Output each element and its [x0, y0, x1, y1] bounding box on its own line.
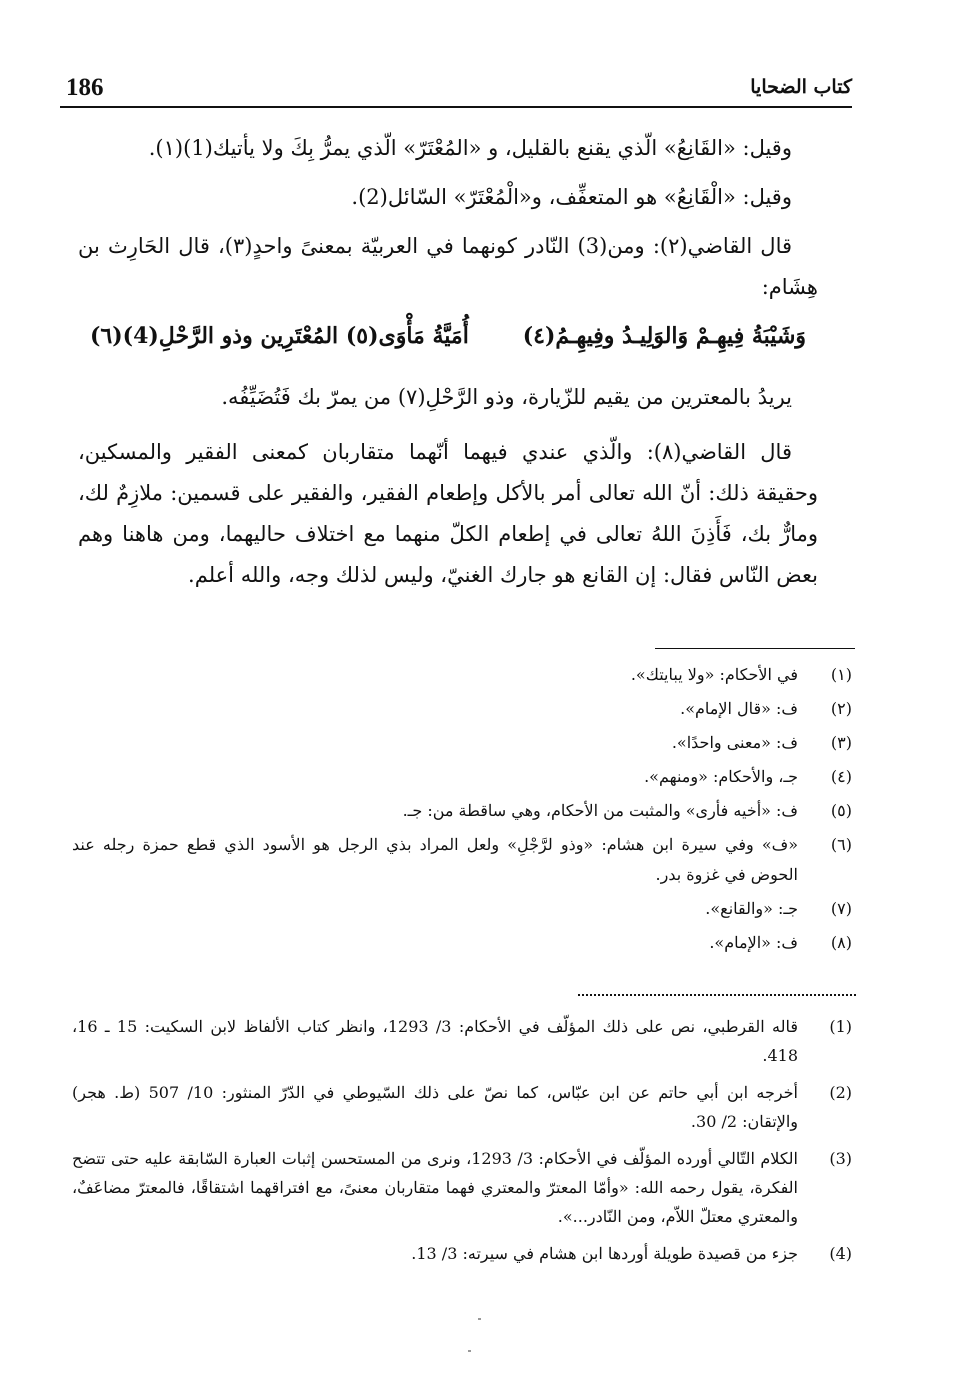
footnote-number: (٢) [830, 699, 852, 718]
body-paragraph-5: قال القاضي(٨): والّذي عندي فيهما أنّهما متقاربان كمعنى الفقير والمسكين، وحقيقة ذلك: أنّ الله تعالى أمر بالأكل وإطعام الفقير، والفقير على قسمين: ملازِمٌ لك، ومارٌّ بك، فَأَذِنَ اللهُ تعالى في إطعام الكلّ منهما مع اختلاف حاليهما، ومن هاهنا وهم بعض النّاس فقال: إن القانع هو جارك الغنيّ، وليس لذلك وجه، والله أعلم. [78, 440, 818, 587]
editor-note-number: (2) [829, 1083, 852, 1102]
editor-note-text: جزء من قصيدة طويلة أوردها ابن هشام في سيرته: 3/ 13. [411, 1244, 798, 1263]
footnote-item [72, 894, 856, 924]
body-line-1: وقيل: «القَانِعُ» الّذي يقنع بالقليل، و «المُعْتَرّ» الّذي يمرُّ بِكَ ولا يأتيك(1)(١). [148, 136, 792, 160]
verse-first-hemistich: وَشَيْبَةُ فِيهِـمْ وَالوَلِيـدُ وفِيهِـمُ(٤) [522, 323, 806, 349]
editor-note-number: (4) [829, 1244, 852, 1263]
scan-speck [468, 1350, 471, 1352]
footnote-number: (٨) [830, 933, 852, 952]
footnote-text: «ف» وفي سيرة ابن هشام: «وذو لرَّجْلِ» ولعل المراد بذي الرجل هو الأسود الذي قطع حمزة رجله عند الحوض في غزوة بدر. [72, 835, 799, 884]
manuscript-footnotes [72, 660, 856, 962]
poem-verse [90, 316, 806, 357]
body-paragraph-4: يريدُ بالمعترين من يقيم للزّيارة، وذو الرَّحْلِ(٧) من يمرّ بك فَتُضَيِّفُه. [221, 385, 792, 409]
body-paragraph-3: قال القاضي(٢): ومن(3) النّادر كونهما في العربيّة بمعنىً واحدٍ(٣)، قال الحَارِث بن هِشَام: [78, 234, 818, 299]
body-line-2: وقيل: «الْقَانِعُ» هو المتعفِّف، و«الْمُعْتَرّ» السّائل(2). [351, 185, 792, 209]
editor-footnotes [72, 1012, 856, 1276]
book-title: كتاب الضحايا [750, 76, 852, 98]
footnote-item [72, 728, 856, 758]
footnote-item [72, 660, 856, 690]
main-text [78, 128, 818, 604]
editor-note-text: قاله القرطبي، نص على ذلك المؤلّف في الأحكام: 3/ 1293، وانظر كتاب الألفاظ لابن السكيت: 15 ـ 16، 418. [72, 1017, 799, 1065]
footnote-item [72, 694, 856, 724]
page-number: 186 [66, 74, 104, 101]
footnote-text: ف: «قال الإمام». [680, 699, 798, 718]
editor-note-text: أخرجه ابن أبي حاتم عن ابن عبّاس، كما نصّ على ذلك السّيوطي في الدّرّ المنثور: 10/ 507 (ط. هجر) والإتقان: 2/ 30. [72, 1083, 798, 1131]
footnote-number: (٥) [830, 801, 852, 820]
footnote-number: (١) [830, 665, 852, 684]
editor-note-item [72, 1078, 856, 1136]
footnote-text: جـ، والأحكام: «ومنهم». [644, 767, 798, 786]
footnote-text: ف: «أخيه فأرى» والمثبت من الأحكام، وهي ساقطة من: جـ. [402, 801, 798, 820]
footnote-item [72, 830, 856, 890]
editor-note-item [72, 1144, 856, 1231]
footnote-number: (٣) [830, 733, 852, 752]
footnote-number: (٦) [830, 835, 852, 854]
footnote-divider [655, 648, 855, 649]
footnote-item [72, 762, 856, 792]
page-header [60, 70, 852, 108]
footnote-text: ف: «الإمام». [709, 933, 798, 952]
footnote-text: ف: «معنى واحدًا». [671, 733, 798, 752]
editor-note-item [72, 1239, 856, 1268]
editor-note-text: الكلام التّالي أورده المؤلّف في الأحكام: 3/ 1293، ونرى من المستحسن إثبات العبارة السّابقة عليه حتى تتضح الفكرة، يقول رحمه الله: «وأمّا المعترّ والمعتري فهما متقاربان معنىً، مع افتراقهما اشتقاقًا، فالمعترّ مضاعَفٌ، والمعتري معتلّ اللاّم، ومن النّادر...». [72, 1149, 798, 1226]
footnote-number: (٧) [830, 899, 852, 918]
footnote-number: (٤) [830, 767, 852, 786]
footnote-text: في الأحكام: «ولا يبايتك». [630, 665, 798, 684]
verse-second-hemistich: أُمَيَّةُ مَأْوَى(٥) المُعْتَرِين وذو الرَّحْلِ(4)(٦) [90, 323, 469, 349]
footnote-text: جـ: «والقانع». [705, 899, 798, 918]
editor-note-number: (3) [829, 1149, 852, 1168]
scan-speck [478, 1318, 481, 1320]
editor-notes-divider [578, 994, 856, 996]
footnote-item [72, 928, 856, 958]
editor-note-number: (1) [829, 1017, 852, 1036]
editor-note-item [72, 1012, 856, 1070]
footnote-item [72, 796, 856, 826]
